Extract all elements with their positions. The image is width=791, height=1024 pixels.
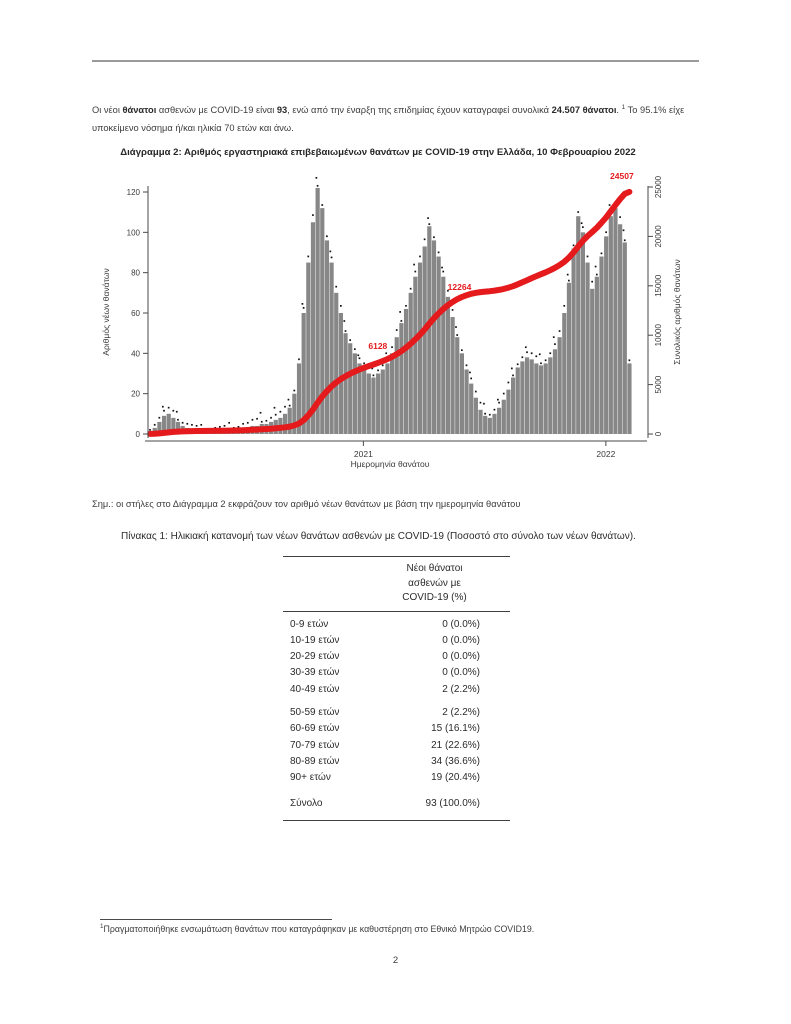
table-row bbox=[283, 770, 510, 786]
age-distribution-table bbox=[283, 556, 510, 821]
chart-title: Διάγραμμα 2: Αριθμός εργαστηριακά επιβεβαιωμένων θανάτων με COVID-19 στην Ελλάδα, 10 Φεβρουαρίου 2022 bbox=[120, 147, 636, 158]
table-header-line: ασθενών με bbox=[408, 577, 461, 589]
text-segment: , ενώ από την έναρξη της επιδημίας έχουν καταγραφεί συνολικά bbox=[287, 105, 552, 116]
age-group-label: 0-9 ετών bbox=[290, 618, 329, 630]
text-segment: Το 95.1% είχε υποκείμενο νόσημα ή/και ηλικία 70 ετών και άνω. bbox=[92, 105, 685, 134]
table-row bbox=[283, 738, 510, 754]
table-row bbox=[283, 617, 510, 633]
table-header-line: COVID-19 (%) bbox=[402, 592, 467, 603]
left-axis-tick-label: 60 bbox=[131, 309, 140, 318]
age-group-label: 40-49 ετών bbox=[290, 683, 340, 695]
table-row bbox=[283, 682, 510, 698]
age-group-label: 90+ ετών bbox=[290, 772, 331, 784]
right-axis-tick-label: 15000 bbox=[654, 274, 663, 297]
right-axis-tick-label: 0 bbox=[654, 431, 663, 437]
deaths-count-value: 2 (2.2%) bbox=[442, 706, 480, 718]
text-segment: 1 bbox=[621, 104, 626, 112]
age-group-label: 20-29 ετών bbox=[290, 651, 340, 663]
table-row bbox=[283, 796, 510, 812]
age-group-label: 50-59 ετών bbox=[290, 706, 340, 718]
text-segment: ασθενών με COVID-19 είναι bbox=[156, 105, 277, 116]
deaths-count-value: 19 (20.4%) bbox=[431, 772, 480, 784]
left-axis-tick-label: 0 bbox=[135, 430, 140, 439]
age-group-label: 80-89 ετών bbox=[290, 755, 340, 767]
left-axis-tick-label: 80 bbox=[131, 268, 140, 278]
cumulative-annotation: 6128 bbox=[368, 340, 388, 351]
page-number: 2 bbox=[392, 955, 399, 966]
deaths-count-value: 2 (2.2%) bbox=[442, 683, 480, 695]
chart-note: Σημ.: οι στήλες στο Διάγραμμα 2 εκφράζουν τον αριθμό νέων θανάτων με βάση την ημερομηνία θανάτου bbox=[92, 499, 521, 509]
text-segment: 93 bbox=[276, 105, 288, 116]
left-axis-tick-label: 20 bbox=[131, 389, 140, 399]
text-segment: 24.507 θάνατοι bbox=[551, 105, 617, 116]
deaths-count-value: 34 (36.6%) bbox=[431, 755, 480, 767]
left-axis-tick-label: 40 bbox=[131, 349, 140, 359]
bars-series bbox=[148, 188, 632, 434]
right-axis-title: Συνολικός αριθμός θανάτων bbox=[672, 259, 682, 365]
text-segment: θάνατοι bbox=[122, 105, 157, 116]
x-axis-title: Ημερομηνία θανάτου bbox=[350, 459, 430, 469]
age-group-label: 30-39 ετών bbox=[290, 667, 340, 679]
footnote bbox=[100, 924, 700, 934]
age-group-label: Σύνολο bbox=[290, 798, 323, 810]
deaths-count-value: 93 (100.0%) bbox=[425, 798, 480, 810]
left-axis-tick-label: 100 bbox=[126, 228, 140, 238]
text-segment: Πραγματοποιήθηκε ενσωμάτωση θανάτων που καταγράφηκαν με καθυστέρηση στο Εθνικό Μητρώο COVID19. bbox=[103, 924, 535, 934]
right-axis-tick-label: 10000 bbox=[654, 324, 663, 347]
table-row bbox=[283, 705, 510, 721]
deaths-count-value: 0 (0.0%) bbox=[442, 667, 480, 679]
right-axis-tick-label: 25000 bbox=[654, 175, 663, 199]
table-header bbox=[359, 557, 510, 611]
right-axis-tick-label: 5000 bbox=[654, 375, 663, 394]
right-axis-tick-label: 20000 bbox=[654, 225, 663, 248]
cumulative-annotation: 12264 bbox=[447, 282, 472, 293]
footnote-divider bbox=[100, 919, 332, 920]
table-row bbox=[283, 754, 510, 770]
left-axis-tick-label: 120 bbox=[126, 188, 140, 197]
age-group-label: 10-19 ετών bbox=[290, 634, 340, 646]
cumulative-deaths-line bbox=[150, 192, 629, 434]
text-segment: Οι νέοι bbox=[92, 105, 123, 116]
deaths-count-value: 0 (0.0%) bbox=[442, 618, 480, 630]
deaths-count-value: 21 (22.6%) bbox=[431, 739, 480, 751]
age-group-label: 70-79 ετών bbox=[290, 739, 340, 751]
cumulative-annotation: 24507 bbox=[610, 170, 634, 181]
deaths-count-value: 0 (0.0%) bbox=[442, 634, 480, 646]
header-divider bbox=[92, 60, 699, 62]
left-axis-title: Αριθμός νέων θανάτων bbox=[101, 268, 111, 356]
table-rule-bottom bbox=[283, 820, 510, 821]
table-row bbox=[283, 633, 510, 649]
table-row bbox=[283, 665, 510, 681]
age-group-label: 60-69 ετών bbox=[290, 723, 340, 735]
intro-paragraph bbox=[92, 101, 706, 137]
deaths-chart-svg bbox=[95, 162, 695, 480]
table-caption: Πίνακας 1: Ηλικιακή κατανομή των νέων θανάτων ασθενών με COVID-19 (Ποσοστό στο σύνολο των νέων θανάτων). bbox=[121, 531, 636, 542]
table-header-line: Νέοι θάνατοι bbox=[406, 563, 463, 574]
x-axis-tick-label: 2021 bbox=[353, 449, 373, 459]
deaths-count-value: 15 (16.1%) bbox=[431, 723, 480, 735]
deaths-chart bbox=[95, 162, 695, 480]
table-row bbox=[283, 721, 510, 737]
text-segment: . bbox=[616, 105, 622, 116]
deaths-count-value: 0 (0.0%) bbox=[442, 651, 480, 663]
text-segment: 1 bbox=[100, 923, 104, 931]
table-body bbox=[283, 612, 510, 813]
x-axis-tick-label: 2022 bbox=[596, 449, 616, 459]
table-row bbox=[283, 649, 510, 665]
